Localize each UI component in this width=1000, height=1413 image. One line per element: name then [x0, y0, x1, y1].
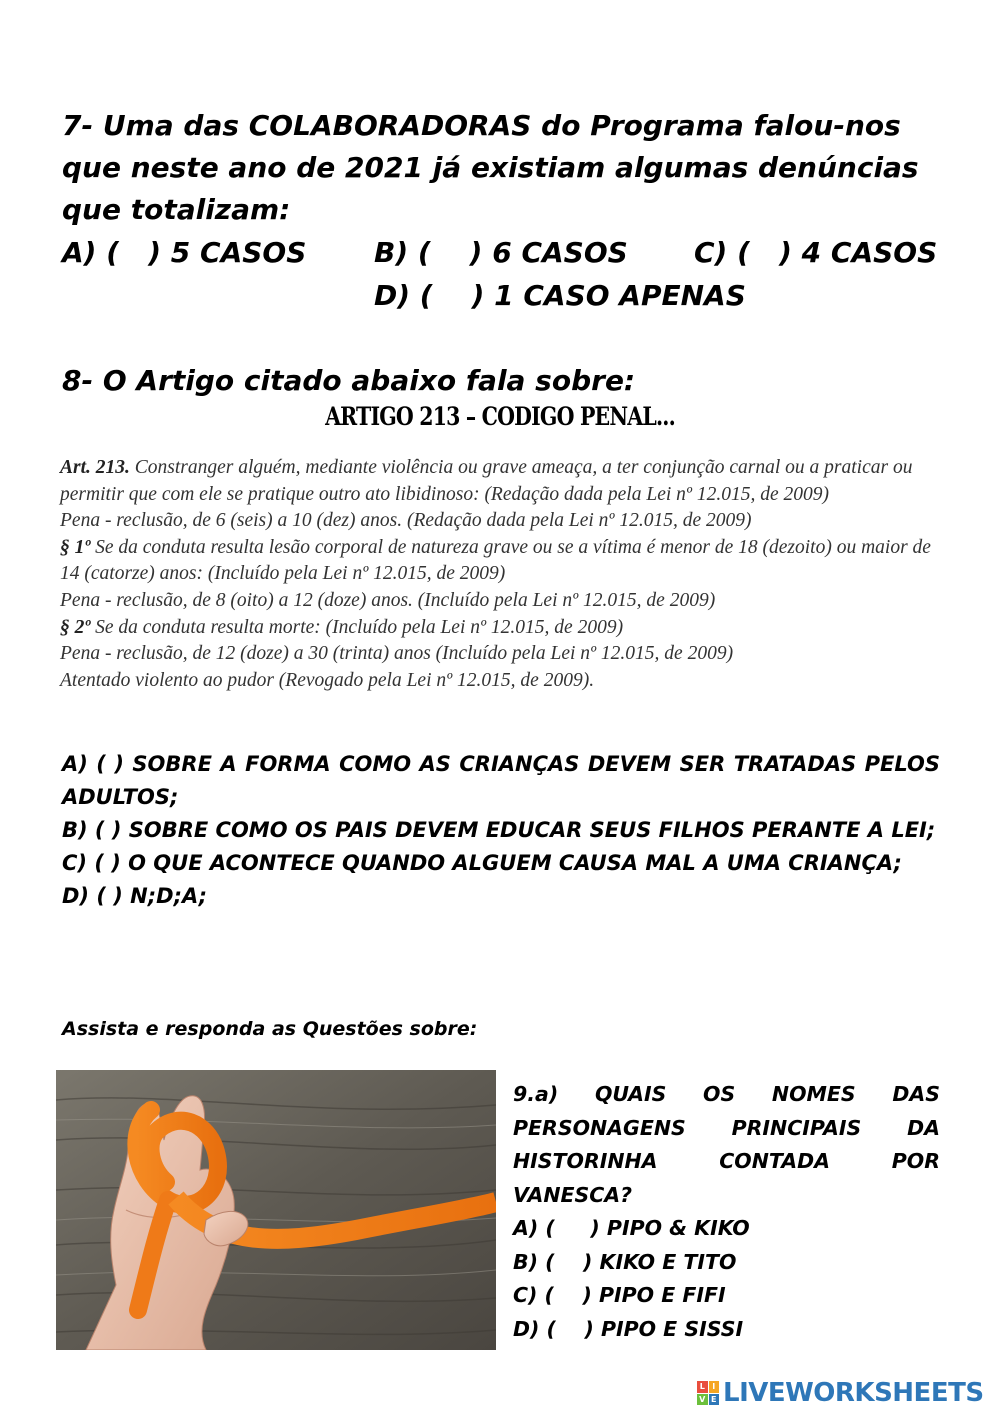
question-7-line-3: que totalizam: — [62, 193, 291, 226]
question-9-line-3: HISTORINHA CONTADA POR — [513, 1149, 940, 1173]
q7-option-a[interactable]: A) ( ) 5 CASOS — [62, 236, 307, 269]
question-9-line-1: 9.a) QUAIS OS NOMES DAS — [513, 1082, 940, 1106]
question-7-options-row-1 — [62, 232, 942, 274]
article-paragraph-1 — [60, 535, 940, 588]
question-7-line-1: 7- Uma das COLABORADORAS do Programa falou-nos — [62, 109, 901, 142]
article-pena-2: Pena - reclusão, de 8 (oito) a 12 (doze) anos. (Incluído pela Lei nº 12.015, de 2009) — [60, 589, 716, 611]
question-9-line-2: PERSONAGENS PRINCIPAIS DA — [513, 1115, 940, 1140]
question-9 — [513, 1078, 940, 1346]
paragraph-1-text: Se da conduta resulta lesão corporal de natureza grave ou se a vítima é menor de 18 (dezoito) ou maior de 14 (catorze) anos: (Incluído pela Lei nº 12.015, de 2009) — [60, 536, 931, 585]
logo-text: LIVEWORKSHEETS — [723, 1378, 984, 1408]
q8-option-c[interactable]: C) ( ) O QUE ACONTECE QUANDO ALGUEM CAUSA MAL A UMA CRIANÇA; — [62, 851, 902, 875]
q8-option-d[interactable]: D) ( ) N;D;A; — [62, 884, 208, 908]
ribbon-hand-illustration — [56, 1070, 496, 1350]
question-9-line-4: VANESCA? — [513, 1182, 633, 1207]
article-paragraph-main — [60, 455, 940, 508]
q9-option-d[interactable]: D) ( ) PIPO E SISSI — [513, 1316, 744, 1341]
question-7-line-2: que neste ano de 2021 já existiam algumas denúncias — [62, 151, 919, 184]
q9-option-a[interactable]: A) ( ) PIPO & KIKO — [513, 1216, 750, 1240]
watch-instruction: Assista e responda as Questões sobre: — [62, 1018, 478, 1040]
question-8-options — [62, 748, 940, 913]
article-text — [60, 455, 940, 694]
q8-option-b[interactable]: B) ( ) SOBRE COMO OS PAIS DEVEM EDUCAR SEUS FILHOS PERANTE A LEI; — [62, 818, 936, 842]
logo-badge-cell: E — [709, 1394, 720, 1406]
logo-badge-icon — [697, 1381, 719, 1405]
article-label: Art. 213. — [60, 457, 130, 478]
paragraph-1-label: § 1º — [60, 536, 91, 558]
article-paragraph-2 — [60, 615, 940, 642]
article-pena-1: Pena - reclusão, de 6 (seis) a 10 (dez) anos. (Redação dada pela Lei nº 12.015, de 2009) — [60, 510, 752, 532]
q7-option-b[interactable]: B) ( ) 6 CASOS — [374, 236, 628, 269]
article-main-text: Constranger alguém, mediante violência ou grave ameaça, a ter conjunção carnal ou a praticar ou permitir que com ele se pratique outro ato libidinoso: (Redação dada pela Lei nº 12.015, de 2009) — [60, 457, 913, 505]
q8-option-a[interactable]: A) ( ) SOBRE A FORMA COMO AS CRIANÇAS DEVEM SER TRATADAS PELOS ADULTOS; — [62, 752, 940, 809]
article-atentado: Atentado violento ao pudor (Revogado pela Lei nº 12.015, de 2009). — [60, 669, 595, 691]
liveworksheets-logo[interactable] — [697, 1378, 984, 1408]
logo-badge-cell: V — [697, 1394, 708, 1406]
awareness-ribbon-photo — [56, 1070, 496, 1350]
question-7-options-row-2 — [62, 275, 942, 317]
question-7 — [62, 105, 942, 231]
article-pena-3: Pena - reclusão, de 12 (doze) a 30 (trinta) anos (Incluído pela Lei nº 12.015, de 2009) — [60, 643, 734, 665]
paragraph-2-text: Se da conduta resulta morte: (Incluído pela Lei nº 12.015, de 2009) — [90, 616, 624, 638]
logo-badge-cell: I — [709, 1381, 720, 1393]
question-8-heading: 8- O Artigo citado abaixo fala sobre: — [62, 364, 636, 397]
q7-option-c[interactable]: C) ( ) 4 CASOS — [694, 236, 938, 269]
q9-option-b[interactable]: B) ( ) KIKO E TITO — [513, 1249, 737, 1274]
paragraph-2-label: § 2º — [60, 616, 91, 638]
article-title: ARTIGO 213 – CODIGO PENAL... — [325, 402, 675, 431]
q9-option-c[interactable]: C) ( ) PIPO E FIFI — [513, 1283, 726, 1307]
logo-badge-cell: L — [697, 1381, 708, 1393]
q7-option-d[interactable]: D) ( ) 1 CASO APENAS — [374, 279, 746, 312]
